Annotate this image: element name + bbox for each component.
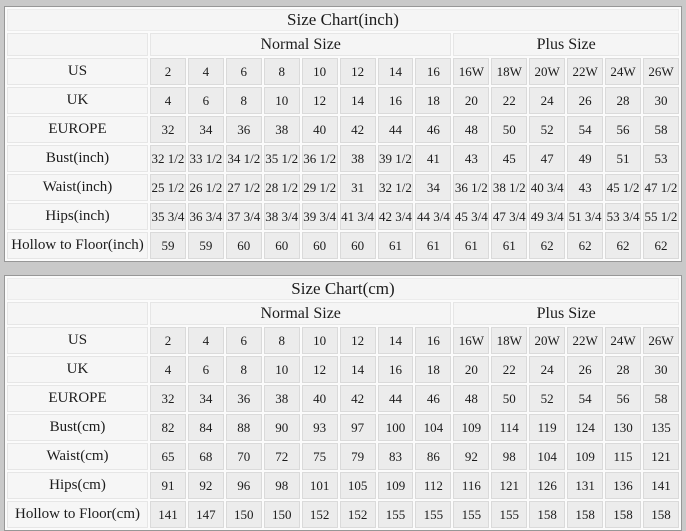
- size-cell: 22W: [567, 58, 603, 85]
- size-cell: 35 1/2: [264, 145, 300, 172]
- size-cell: 34: [188, 116, 224, 143]
- column-group-header: Plus Size: [453, 302, 679, 325]
- size-cell: 30: [643, 87, 679, 114]
- size-cell: 46: [415, 385, 451, 412]
- size-cell: 6: [188, 356, 224, 383]
- size-cell: 109: [567, 443, 603, 470]
- size-cell: 16: [415, 327, 451, 354]
- size-chart-table: [4, 6, 682, 262]
- size-cell: 51 3/4: [567, 203, 603, 230]
- table-row: [7, 385, 679, 412]
- size-cell: 96: [226, 472, 262, 499]
- size-cell: 97: [340, 414, 376, 441]
- size-cell: 44: [378, 385, 414, 412]
- size-cell: 152: [340, 501, 376, 528]
- size-cell: 49: [567, 145, 603, 172]
- size-cell: 158: [567, 501, 603, 528]
- size-cell: 150: [264, 501, 300, 528]
- size-cell: 36 3/4: [188, 203, 224, 230]
- size-cell: 155: [453, 501, 489, 528]
- row-label: EUROPE: [7, 116, 148, 143]
- size-cell: 25 1/2: [150, 174, 186, 201]
- size-cell: 26: [567, 87, 603, 114]
- size-cell: 86: [415, 443, 451, 470]
- size-cell: 41: [415, 145, 451, 172]
- size-cell: 155: [378, 501, 414, 528]
- size-cell: 32: [150, 385, 186, 412]
- size-cell: 58: [643, 385, 679, 412]
- size-cell: 4: [150, 356, 186, 383]
- size-cell: 29 1/2: [302, 174, 338, 201]
- size-cell: 124: [567, 414, 603, 441]
- row-label: Hips(inch): [7, 203, 148, 230]
- size-cell: 98: [491, 443, 527, 470]
- size-cell: 158: [529, 501, 565, 528]
- size-cell: 36: [226, 116, 262, 143]
- size-cell: 147: [188, 501, 224, 528]
- size-cell: 18W: [491, 58, 527, 85]
- size-cell: 61: [453, 232, 489, 259]
- size-chart-table: [4, 275, 682, 531]
- table-row: [7, 443, 679, 470]
- size-cell: 121: [643, 443, 679, 470]
- size-cell: 135: [643, 414, 679, 441]
- size-cell: 4: [188, 327, 224, 354]
- size-cell: 62: [529, 232, 565, 259]
- size-cell: 14: [340, 87, 376, 114]
- table-row: [7, 58, 679, 85]
- size-cell: 88: [226, 414, 262, 441]
- size-cell: 32: [150, 116, 186, 143]
- size-cell: 36 1/2: [302, 145, 338, 172]
- size-cell: 12: [302, 356, 338, 383]
- size-cell: 12: [340, 58, 376, 85]
- size-cell: 158: [605, 501, 641, 528]
- size-cell: 105: [340, 472, 376, 499]
- size-cell: 101: [302, 472, 338, 499]
- size-cell: 22: [491, 87, 527, 114]
- size-cell: 62: [643, 232, 679, 259]
- table-title: Size Chart(cm): [7, 278, 679, 300]
- size-cell: 53 3/4: [605, 203, 641, 230]
- column-group-header: Normal Size: [150, 302, 451, 325]
- row-label: UK: [7, 87, 148, 114]
- size-cell: 32 1/2: [378, 174, 414, 201]
- size-cell: 31: [340, 174, 376, 201]
- size-cell: 52: [529, 116, 565, 143]
- size-cell: 60: [264, 232, 300, 259]
- size-cell: 38 3/4: [264, 203, 300, 230]
- size-cell: 32 1/2: [150, 145, 186, 172]
- size-cell: 10: [302, 327, 338, 354]
- size-cell: 79: [340, 443, 376, 470]
- row-label: Hollow to Floor(inch): [7, 232, 148, 259]
- size-cell: 14: [378, 58, 414, 85]
- size-cell: 82: [150, 414, 186, 441]
- size-cell: 4: [150, 87, 186, 114]
- size-cell: 53: [643, 145, 679, 172]
- size-cell: 42 3/4: [378, 203, 414, 230]
- size-cell: 4: [188, 58, 224, 85]
- size-cell: 104: [529, 443, 565, 470]
- size-cell: 130: [605, 414, 641, 441]
- size-cell: 34: [415, 174, 451, 201]
- size-cell: 6: [226, 58, 262, 85]
- size-cell: 28: [605, 87, 641, 114]
- size-cell: 155: [491, 501, 527, 528]
- size-cell: 8: [226, 87, 262, 114]
- size-cell: 56: [605, 385, 641, 412]
- size-cell: 10: [264, 87, 300, 114]
- size-cell: 20W: [529, 327, 565, 354]
- size-cell: 60: [226, 232, 262, 259]
- size-cell: 16: [378, 356, 414, 383]
- size-cell: 131: [567, 472, 603, 499]
- table-row: [7, 174, 679, 201]
- row-label: EUROPE: [7, 385, 148, 412]
- size-cell: 18: [415, 356, 451, 383]
- size-cell: 49 3/4: [529, 203, 565, 230]
- size-cell: 43: [453, 145, 489, 172]
- size-cell: 22: [491, 356, 527, 383]
- row-label: Hollow to Floor(cm): [7, 501, 148, 528]
- size-cell: 98: [264, 472, 300, 499]
- size-cell: 45: [491, 145, 527, 172]
- size-cell: 40: [302, 116, 338, 143]
- row-label: Hips(cm): [7, 472, 148, 499]
- size-cell: 28 1/2: [264, 174, 300, 201]
- size-cell: 56: [605, 116, 641, 143]
- size-cell: 16W: [453, 58, 489, 85]
- size-cell: 152: [302, 501, 338, 528]
- size-cell: 158: [643, 501, 679, 528]
- size-cell: 12: [302, 87, 338, 114]
- size-cell: 16W: [453, 327, 489, 354]
- size-cell: 44 3/4: [415, 203, 451, 230]
- size-cell: 46: [415, 116, 451, 143]
- size-cell: 119: [529, 414, 565, 441]
- size-cell: 24: [529, 87, 565, 114]
- row-label: Bust(cm): [7, 414, 148, 441]
- size-cell: 62: [605, 232, 641, 259]
- size-cell: 22W: [567, 327, 603, 354]
- size-cell: 6: [188, 87, 224, 114]
- table-row: [7, 356, 679, 383]
- size-cell: 51: [605, 145, 641, 172]
- size-cell: 28: [605, 356, 641, 383]
- size-chart-inch: [0, 6, 686, 262]
- row-label: UK: [7, 356, 148, 383]
- table-row: [7, 327, 679, 354]
- table-row: [7, 145, 679, 172]
- size-cell: 83: [378, 443, 414, 470]
- size-cell: 34 1/2: [226, 145, 262, 172]
- table-row: [7, 87, 679, 114]
- size-cell: 150: [226, 501, 262, 528]
- size-cell: 14: [378, 327, 414, 354]
- size-cell: 2: [150, 327, 186, 354]
- table-title: Size Chart(inch): [7, 9, 679, 31]
- size-cell: 60: [302, 232, 338, 259]
- size-cell: 14: [340, 356, 376, 383]
- size-cell: 92: [453, 443, 489, 470]
- size-cell: 59: [188, 232, 224, 259]
- size-cell: 126: [529, 472, 565, 499]
- column-group-header: Normal Size: [150, 33, 451, 56]
- table-row: [7, 414, 679, 441]
- size-cell: 70: [226, 443, 262, 470]
- size-cell: 16: [415, 58, 451, 85]
- size-cell: 52: [529, 385, 565, 412]
- size-cell: 26: [567, 356, 603, 383]
- size-cell: 72: [264, 443, 300, 470]
- size-cell: 38 1/2: [491, 174, 527, 201]
- size-cell: 136: [605, 472, 641, 499]
- size-cell: 61: [415, 232, 451, 259]
- size-cell: 39 1/2: [378, 145, 414, 172]
- size-cell: 112: [415, 472, 451, 499]
- size-cell: 62: [567, 232, 603, 259]
- size-cell: 43: [567, 174, 603, 201]
- size-cell: 115: [605, 443, 641, 470]
- size-cell: 48: [453, 385, 489, 412]
- size-cell: 33 1/2: [188, 145, 224, 172]
- row-label: US: [7, 327, 148, 354]
- row-label: Waist(cm): [7, 443, 148, 470]
- size-cell: 141: [150, 501, 186, 528]
- size-cell: 10: [302, 58, 338, 85]
- size-cell: 34: [188, 385, 224, 412]
- row-label: US: [7, 58, 148, 85]
- size-cell: 45 1/2: [605, 174, 641, 201]
- size-cell: 20W: [529, 58, 565, 85]
- size-cell: 116: [453, 472, 489, 499]
- size-cell: 8: [264, 327, 300, 354]
- size-cell: 61: [491, 232, 527, 259]
- size-cell: 16: [378, 87, 414, 114]
- size-cell: 10: [264, 356, 300, 383]
- size-cell: 84: [188, 414, 224, 441]
- size-cell: 55 1/2: [643, 203, 679, 230]
- size-cell: 93: [302, 414, 338, 441]
- table-row: [7, 472, 679, 499]
- size-cell: 20: [453, 87, 489, 114]
- size-cell: 65: [150, 443, 186, 470]
- size-cell: 18W: [491, 327, 527, 354]
- size-cell: 26W: [643, 58, 679, 85]
- size-cell: 47: [529, 145, 565, 172]
- row-label: Bust(inch): [7, 145, 148, 172]
- corner-cell: [7, 33, 148, 56]
- size-cell: 100: [378, 414, 414, 441]
- size-cell: 38: [340, 145, 376, 172]
- size-cell: 54: [567, 116, 603, 143]
- size-cell: 47 3/4: [491, 203, 527, 230]
- size-cell: 91: [150, 472, 186, 499]
- size-cell: 38: [264, 116, 300, 143]
- size-cell: 90: [264, 414, 300, 441]
- size-cell: 26W: [643, 327, 679, 354]
- size-cell: 141: [643, 472, 679, 499]
- size-cell: 8: [226, 356, 262, 383]
- size-cell: 75: [302, 443, 338, 470]
- size-cell: 38: [264, 385, 300, 412]
- size-cell: 24: [529, 356, 565, 383]
- size-cell: 37 3/4: [226, 203, 262, 230]
- size-cell: 20: [453, 356, 489, 383]
- size-cell: 12: [340, 327, 376, 354]
- table-row: [7, 501, 679, 528]
- size-cell: 109: [453, 414, 489, 441]
- size-cell: 61: [378, 232, 414, 259]
- size-cell: 39 3/4: [302, 203, 338, 230]
- size-cell: 6: [226, 327, 262, 354]
- size-cell: 36: [226, 385, 262, 412]
- size-cell: 50: [491, 116, 527, 143]
- size-cell: 68: [188, 443, 224, 470]
- size-cell: 42: [340, 385, 376, 412]
- table-row: [7, 232, 679, 259]
- row-label: Waist(inch): [7, 174, 148, 201]
- size-cell: 41 3/4: [340, 203, 376, 230]
- size-cell: 45 3/4: [453, 203, 489, 230]
- size-cell: 92: [188, 472, 224, 499]
- size-cell: 36 1/2: [453, 174, 489, 201]
- table-row: [7, 116, 679, 143]
- table-row: [7, 203, 679, 230]
- size-cell: 155: [415, 501, 451, 528]
- size-cell: 121: [491, 472, 527, 499]
- size-cell: 26 1/2: [188, 174, 224, 201]
- corner-cell: [7, 302, 148, 325]
- size-cell: 58: [643, 116, 679, 143]
- size-cell: 44: [378, 116, 414, 143]
- size-chart-cm: [0, 275, 686, 531]
- size-cell: 8: [264, 58, 300, 85]
- size-cell: 35 3/4: [150, 203, 186, 230]
- size-cell: 104: [415, 414, 451, 441]
- size-cell: 50: [491, 385, 527, 412]
- size-cell: 24W: [605, 327, 641, 354]
- size-cell: 47 1/2: [643, 174, 679, 201]
- size-cell: 40: [302, 385, 338, 412]
- size-cell: 27 1/2: [226, 174, 262, 201]
- size-cell: 59: [150, 232, 186, 259]
- size-cell: 60: [340, 232, 376, 259]
- column-group-header: Plus Size: [453, 33, 679, 56]
- size-cell: 30: [643, 356, 679, 383]
- size-cell: 24W: [605, 58, 641, 85]
- size-cell: 42: [340, 116, 376, 143]
- size-cell: 40 3/4: [529, 174, 565, 201]
- size-cell: 18: [415, 87, 451, 114]
- size-cell: 114: [491, 414, 527, 441]
- size-cell: 2: [150, 58, 186, 85]
- size-cell: 54: [567, 385, 603, 412]
- size-cell: 48: [453, 116, 489, 143]
- size-cell: 109: [378, 472, 414, 499]
